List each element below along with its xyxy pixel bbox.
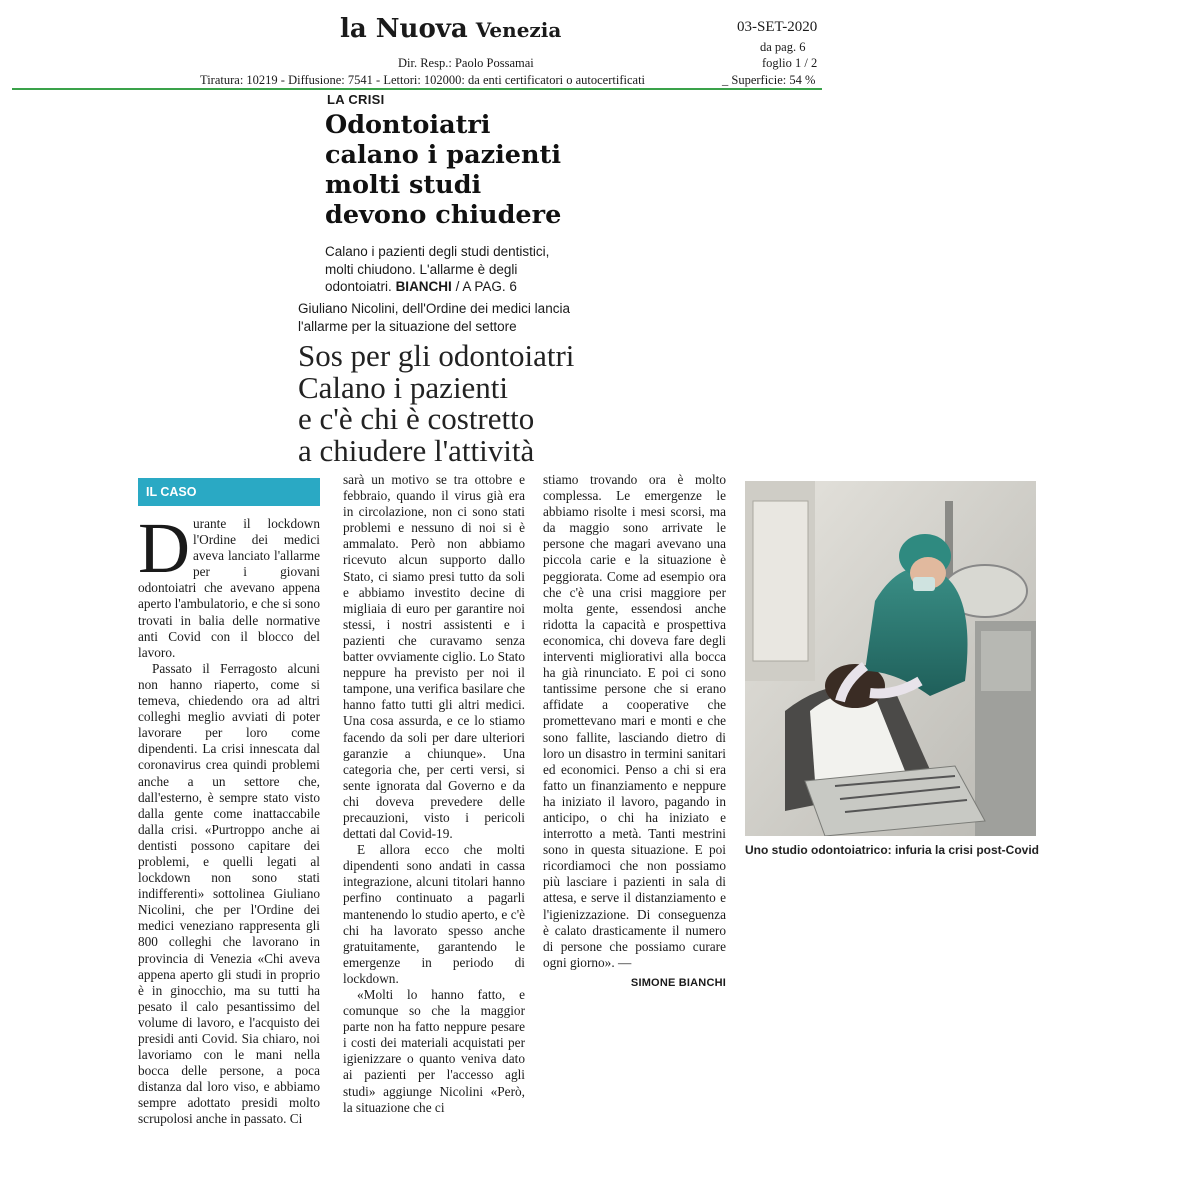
section-label: IL CASO [138,478,320,506]
front-headline-line: Odontoiatri [325,110,491,140]
article-column-2 [343,472,525,1116]
paragraph [138,508,320,661]
front-headline [325,110,585,230]
front-headline-line: calano i pazienti [325,140,561,170]
article-photo [745,481,1036,836]
photo-caption: Uno studio odontoiatrico: infuria la crisi post-Covid [745,843,1039,857]
paragraph: Passato il Ferragosto alcuni non hanno riaperto, come si temeva, chiedendo ora ad altri colleghi meglio avviati di poter lavorare per loro come dipendenti. La crisi innescata dal coronavirus crea quindi problemi anche a un settore che, dall'esterno, è sempre stato visto dalla gente come inattaccabile dalla crisi. «Purtroppo anche ai dentisti possono capitare dei problemi, e quelli legati al lockdown non sono stati indifferenti» sottolinea Giuliano Nicolini, che per l'Ordine dei medici veneziano rappresenta gli 800 colleghi che lavorano in provincia di Venezia «Chi aveva appena aperto gli studi in proprio è in ginocchio, ma su tutti ha pesato il calo pesantissimo del volume di lavoro, e l'acquisto dei presidi anti Covid. Sia chiaro, noi lavoriamo con le mani nella bocca delle persone, a poca distanza dal loro viso, e abbiamo sempre adottato presidi molto scrupolosi anche in passato. Ci [138,660,320,1127]
front-headline-line: devono chiudere [325,200,562,230]
paragraph: stiamo trovando ora è molto complessa. Le emergenze le abbiamo risolte i mesi scorsi, ma da maggio sono arrivate le persone che magari avevano una piccola carie e la situazione è peggiorata. Come ad esempio ora che c'è una crisi maggiore per molta gente, essendosi anche ridotta la capacità e prospettiva economica, chi doveva fare degli interventi migliorativi alla bocca ha già rinunciato. E poi ci sono tantissime persone che si erano affidate a cooperative che promettevano mari e monti e che sono fallite, lasciando dietro di loro un disastro in termini sanitari ed economici. Penso a chi si era fatto un finanziamento e neppure ha iniziato il lavoro, pagando in anticipo, o chi ha iniziato e interrotto a metà. Tanti mestrini sono in questa situazione. E poi ricordiamoci che non possiamo più lasciare i pazienti in sala di attesa, e serve il distanziamento e l'igienizzazione. Di conseguenza è calato drasticamente il numero di persone che possiamo curare ogni giorno». — [543,472,726,970]
drop-cap: D [138,508,190,588]
headline-line: Calano i pazienti [298,369,509,405]
teaser-page-ref: / A PAG. 6 [451,279,517,294]
article-subhead: Giuliano Nicolini, dell'Ordine dei medici lancia l'allarme per la situazione del settore [298,301,570,334]
article-column-3 [543,472,726,991]
byline: SIMONE BIANCHI [630,976,726,989]
masthead [340,14,561,44]
header-divider [12,88,822,90]
clip-date: 03-SET-2020 [737,19,818,35]
article-column-1 [138,508,320,1128]
paragraph: sarà un motivo se tra ottobre e febbraio, quando il virus già era in circolazione, non ci sono stati problemi e nessuno di noi si è ammalato. Però non abbiamo ricevuto alcun supporto dallo Stato, ci siamo presi tutto da soli e abbiamo investito decine di migliaia di euro per garantire noi stessi, i nostri assistenti e i pazienti che curavamo senza batter ovviamente ciglio. Lo Stato neppure ha previsto per noi il tampone, una verifica basilare che hanno fatto tutti gli altri medici. Una cosa assurda, e ce lo stiamo facendo da soli per dare ulteriori garanzie a chiunque». Una categoria che, per certi versi, si sente ignorata dal Governo e da chi doveva prevedere delle precauzioni, visto i pericoli dettati dal Covid-19. [343,472,526,842]
teaser-signature: BIANCHI [395,279,452,294]
front-headline-line: molti studi [325,170,482,200]
circulation-stats: Tiratura: 10219 - Diffusione: 7541 - Lettori: 102000: da enti certificatori o autocertificati [200,73,646,87]
headline-line: a chiudere l'attività [298,432,535,468]
paragraph: E allora ecco che molti dipendenti sono andati in cassa integrazione, alcuni titolari hanno perfino continuato a pagarli mantenendo lo studio aperto, e c'è chi ha lavorato spesso anche gratuitamente, garantendo le emergenze in periodo di lockdown. [343,842,525,986]
surface-percent: _ Superficie: 54 % [722,73,816,87]
front-teaser [325,243,557,296]
paragraph: «Molti lo hanno fatto, e comunque so che la maggior parte non ha fatto neppure pesare i costi dei materiali acquistati per igienizzare o quanto veniva dato ai pazienti per l'accesso agli studi» aggiunge Nicolini «Però, la situazione che ci [343,987,525,1115]
newspaper-city: Venezia [475,18,562,42]
clip-sheet: foglio 1 / 2 [762,56,818,70]
clip-pages: da pag. 6 [760,40,806,54]
paragraph-text: urante il lockdown l'Ordine dei medici aveva lanciato l'allarme per i giovani odontoiatri che avevano appena aperto l'ambulatorio, e che si sono trovati in balia delle normative anti Covid con il blocco del lavoro. [138,516,320,660]
director: Dir. Resp.: Paolo Possamai [398,56,534,70]
headline-line: Sos per gli odontoiatri [298,338,575,373]
article-headline [298,340,608,466]
teaser-text: Calano i pazienti degli studi dentistici, molti chiudono. L'allarme è degli odontoiatri. [325,244,550,294]
newspaper-name: la Nuova [340,14,468,44]
headline-line: e c'è chi è costretto [298,401,535,436]
front-kicker: LA CRISI [327,92,385,107]
dentist-photo-illustration [745,481,1036,836]
